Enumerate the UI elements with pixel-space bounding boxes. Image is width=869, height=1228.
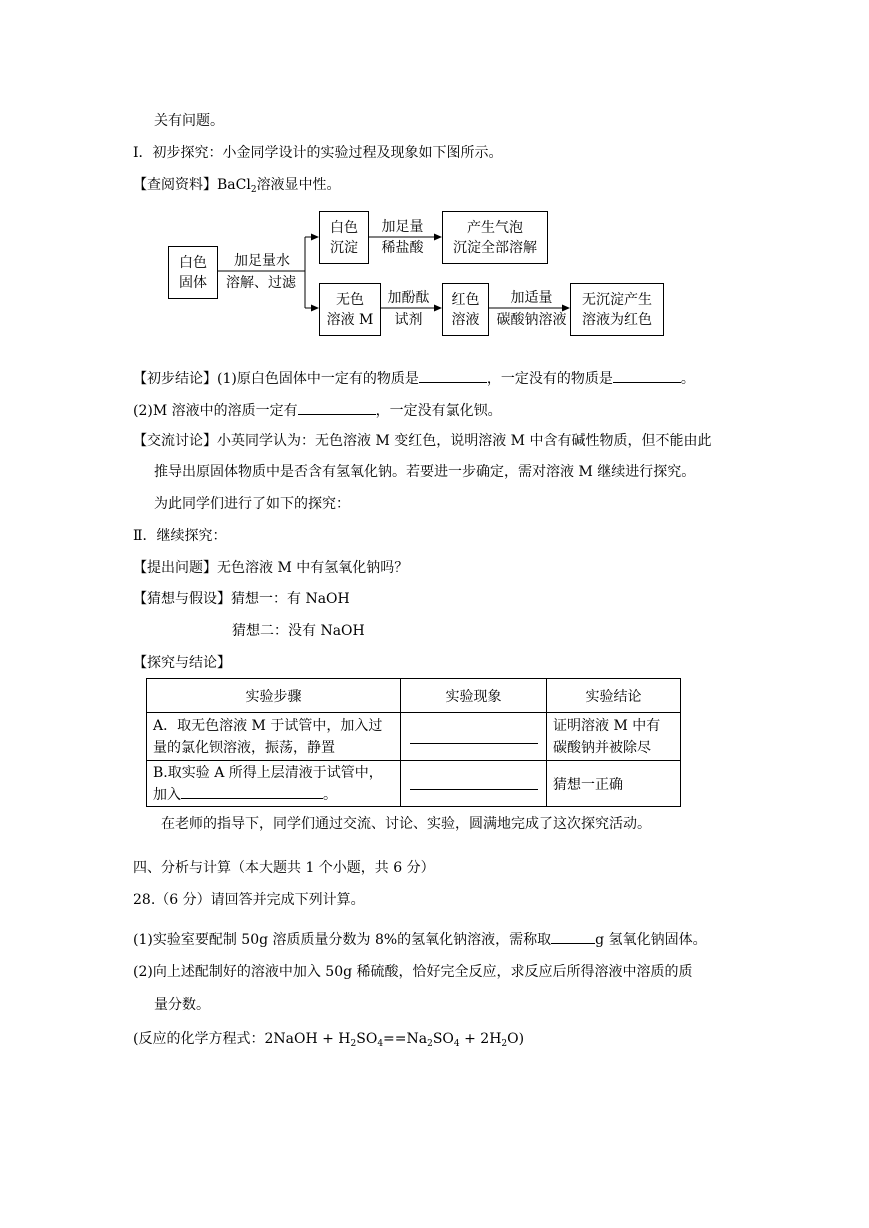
add-phenolphthalein-label: 加酚酞 xyxy=(387,290,430,306)
add-excess-label: 加足量 xyxy=(381,219,424,235)
closing-line: 在老师的指导下，同学们通过交流、讨论、实验，圆满地完成了这次探究活动。 xyxy=(161,816,651,832)
hypothesis-1: 【猜想与假设】猜想一：有 NaOH xyxy=(133,591,350,607)
colorless-solution-m-box: 无色 溶液 M xyxy=(319,283,381,336)
row2-phenomenon xyxy=(401,761,547,807)
hypothesis-2: 猜想二：没有 NaOH xyxy=(232,623,365,639)
discussion-line-3: 为此同学们进行了如下的探究： xyxy=(154,496,350,512)
section-2-heading: Ⅱ．继续探究： xyxy=(133,528,227,544)
row2-step: B.取实验 A 所得上层清液于试管中， 加入 。 xyxy=(147,761,401,807)
white-solid-box: 白色 固体 xyxy=(168,246,218,299)
gas-bubbles-result-box: 产生气泡 沉淀全部溶解 xyxy=(442,211,548,264)
question-28-part-2-cont: 量分数。 xyxy=(154,997,210,1013)
header-step: 实验步骤 xyxy=(147,679,401,713)
white-precipitate-box: 白色 沉淀 xyxy=(319,211,369,264)
answer-blank-phenomenon[interactable] xyxy=(410,743,538,744)
answer-blank-mass[interactable] xyxy=(551,929,595,944)
answer-blank-must-not-have[interactable] xyxy=(613,368,681,383)
question-28-part-2: (2)向上述配制好的溶液中加入 50g 稀硫酸，恰好完全反应，求反应后所得溶液中溶质的质 xyxy=(133,964,693,980)
add-appropriate-label: 加适量 xyxy=(510,290,553,306)
question-28: 28.（6 分）请回答并完成下列计算。 xyxy=(133,892,365,908)
row2-conclusion: 猜想一正确 xyxy=(547,761,681,807)
reagent-label: 试剂 xyxy=(394,312,423,328)
question-28-part-1: (1)实验室要配制 50g 溶质质量分数为 8%的氢氧化钠溶液，需称取 g 氢氧化钠固体。 xyxy=(133,929,707,949)
header-conclusion: 实验结论 xyxy=(547,679,681,713)
red-solution-box: 红色 溶液 xyxy=(442,283,489,336)
question-line: 【提出问题】无色溶液 M 中有氢氧化钠吗？ xyxy=(133,560,409,576)
reference-line: 【查阅资料】BaCl$_2$溶液显中性。 xyxy=(133,177,341,195)
intro-line: 关有问题。 xyxy=(154,113,224,129)
no-precipitate-result-box: 无沉淀产生 溶液为红色 xyxy=(570,283,664,336)
row1-phenomenon xyxy=(401,713,547,761)
exploration-heading: 【探究与结论】 xyxy=(133,655,231,671)
section-1-heading: I．初步探究：小金同学设计的实验过程及现象如下图所示。 xyxy=(133,145,503,161)
answer-blank-must-have[interactable] xyxy=(419,368,487,383)
preliminary-conclusion-1: 【初步结论】(1)原白色固体中一定有的物质是 ，一定没有的物质是 。 xyxy=(133,368,695,388)
answer-blank-phenomenon-2[interactable] xyxy=(410,789,538,790)
experiment-table xyxy=(146,678,681,807)
discussion-line-2: 推导出原固体物质中是否含有氢氧化钠。若要进一步确定，需对溶液 M 继续进行探究。 xyxy=(154,464,696,480)
sodium-carbonate-label: 碳酸钠溶液 xyxy=(496,312,567,328)
header-phenomenon: 实验现象 xyxy=(401,679,547,713)
preliminary-conclusion-2: (2)M 溶液中的溶质一定有 ，一定没有氯化钡。 xyxy=(133,400,502,420)
answer-blank-reagent[interactable] xyxy=(181,784,323,799)
dissolve-filter-label: 溶解、过滤 xyxy=(226,275,296,291)
dilute-hcl-label: 稀盐酸 xyxy=(381,240,424,256)
row1-conclusion: 证明溶液 M 中有 碳酸钠并被除尽 xyxy=(547,713,681,761)
add-water-label: 加足量水 xyxy=(234,253,290,269)
row1-step: A．取无色溶液 M 于试管中，加入过 量的氯化钡溶液，振荡，静置 xyxy=(147,713,401,761)
answer-blank-solute[interactable] xyxy=(298,400,376,415)
section-4-heading: 四、分析与计算（本大题共 1 个小题，共 6 分） xyxy=(133,860,435,876)
chemical-equation: (反应的化学方程式：2NaOH + $H_2SO_4==Na_2SO_4 + 2H_2O$) xyxy=(133,1031,525,1049)
discussion-line-1: 【交流讨论】小英同学认为：无色溶液 M 变红色，说明溶液 M 中含有碱性物质，但不能由此 xyxy=(133,433,712,449)
